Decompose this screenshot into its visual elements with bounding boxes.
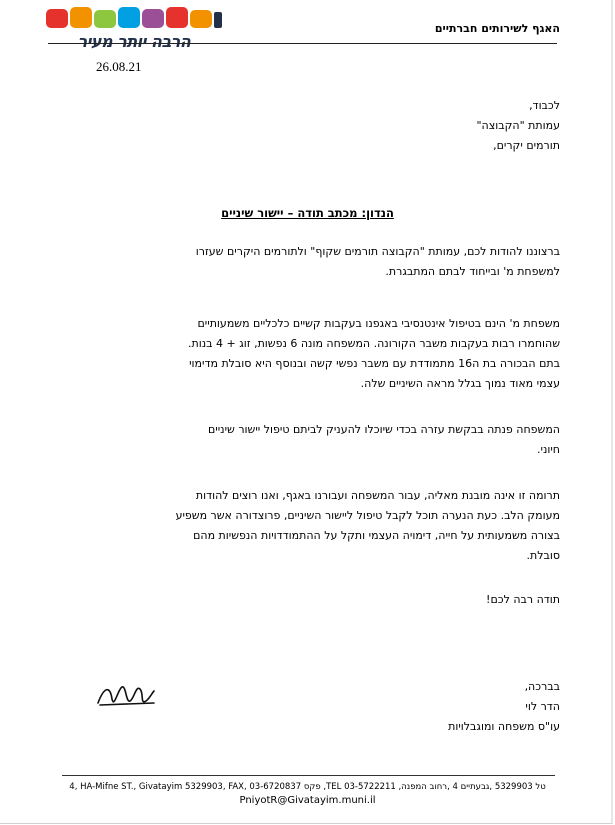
- paragraph: [60, 314, 560, 394]
- letter-date: 26.08.21: [96, 59, 142, 74]
- givatayim-logo: [44, 6, 224, 56]
- logo-slogan: הרבה יותר מעיר: [77, 32, 191, 51]
- closing-block: [400, 677, 560, 737]
- footer-divider: [62, 775, 555, 776]
- paragraph-line: משפחת מ' הינם בטיפול אינטנסיבי באגפנו בעקבות קשיים כלכליים משמעותיים: [197, 317, 560, 330]
- addressee-line: עמותת "הקבוצה": [476, 119, 560, 132]
- subject-text: הנדון: מכתב תודה – יישור שיניים: [221, 206, 394, 220]
- footer-address: 4, HA-Mifne ST., Givatayim 5329903, FAX, 03-6720837 פקס ,TEL 03-5722211 ,טל 5329903 ,גבעתיים 4 ,רחוב המפנה: [69, 782, 546, 792]
- paragraph-line: סובלת.: [526, 549, 560, 562]
- paragraph-line: ברצוננו להודות לכם, עמותת "הקבוצה תורמים שקוף" ולתורמים היקרים שעזרו: [195, 245, 560, 258]
- footer: [0, 780, 615, 808]
- paragraph-line: המשפחה פנתה בבקשת עזרה בכדי שיוכלו להעניק לביתם טיפול יישור שיניים: [207, 423, 560, 436]
- paragraph-line: בתם הבכורה בת ה16 מתמודדת עם משבר נפשי קשה ובנוסף היא סובלת מדימוי: [189, 357, 560, 370]
- letterhead: [0, 0, 615, 58]
- addressee-line: תורמים יקרים,: [493, 139, 560, 152]
- paragraph-line: תרומה זו אינה מובנת מאליה, עבור המשפחה ועבורנו באגף, ואנו רוצים להודות: [195, 489, 560, 502]
- addressee-line: לכבוד,: [529, 99, 560, 112]
- handwritten-signature: [96, 681, 156, 711]
- signer-title: עו"ס משפחה ומוגבלויות: [448, 720, 560, 733]
- closing-greeting: בברכה,: [524, 680, 560, 693]
- paragraph-line: חיוני.: [536, 443, 560, 456]
- paragraph-line: מעומק הלב. כעת הנערה תוכל לקבל טיפול ליישור השיניים, פרוצדורה אשר משפיע: [175, 509, 560, 522]
- paragraph-line: למשפחת מ' ובייחוד לבתם המתבגרת.: [385, 265, 560, 278]
- letter-subject: [0, 206, 615, 220]
- thanks-line: תודה רבה לכם!: [486, 593, 560, 606]
- paragraph: [60, 242, 560, 282]
- logo-wordmark: [44, 6, 224, 30]
- paragraph: [60, 420, 560, 460]
- paragraph: [60, 486, 560, 566]
- header-divider: [48, 43, 557, 44]
- paragraph-line: בצורה משמעותית על חייה, דימויה העצמי ותקל על ההתמודדויות הנפשיות מהם: [193, 529, 560, 542]
- signer-name: הדר לוי: [525, 700, 560, 713]
- paragraph-line: שהוחמרו רבות בעקבות משבר הקורונה. המשפחה מונה 6 נפשות, זוג + 4 בנות.: [188, 337, 560, 350]
- department-name: האגף לשירותים חברתיים: [434, 22, 560, 35]
- addressee-block: [477, 96, 561, 156]
- paragraph-line: עצמי מאוד נמוך בגלל מראה השיניים שלה.: [360, 377, 560, 390]
- footer-email[interactable]: PniyotR@Givatayim.muni.il: [239, 795, 376, 806]
